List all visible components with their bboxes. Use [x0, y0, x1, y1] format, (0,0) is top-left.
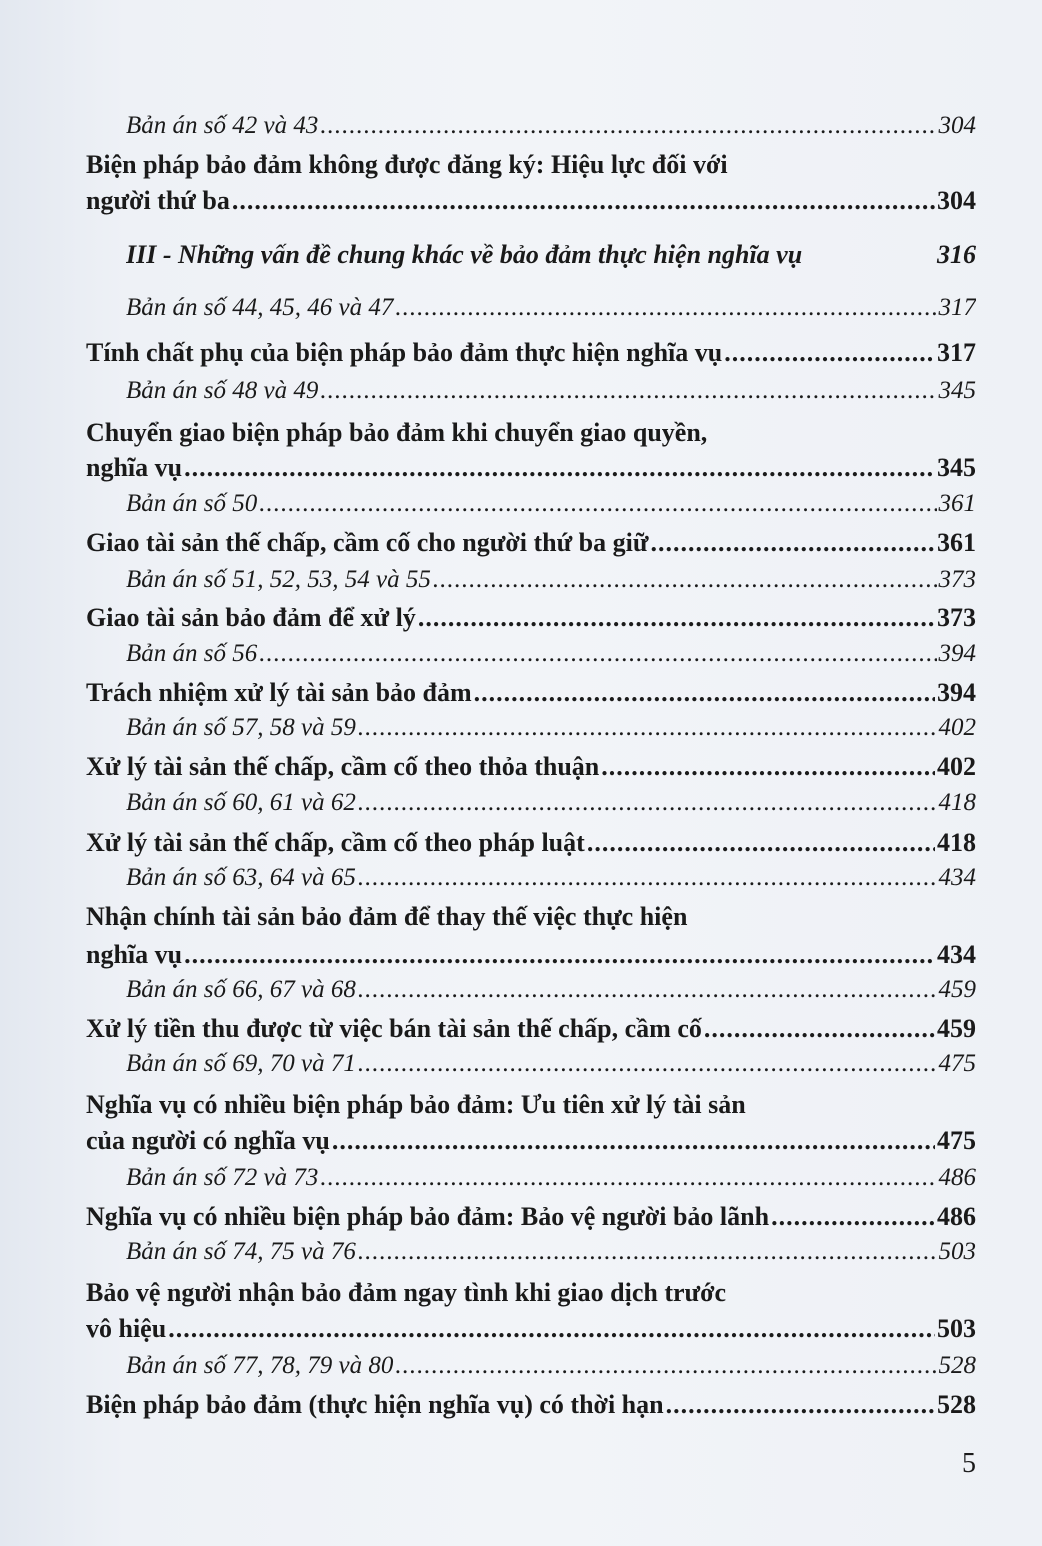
toc-entry: Bản án số 69, 70 và 71 ..... 475 [126, 1050, 976, 1078]
toc-entry: Xử lý tài sản thế chấp, cầm cố theo pháp luật ..... 418 [86, 828, 976, 858]
toc-entry: Tính chất phụ của biện pháp bảo đảm thực hiện nghĩa vụ ..... 317 [86, 338, 976, 368]
toc-entry: Giao tài sản thế chấp, cầm cố cho người thứ ba giữ ..... 361 [86, 528, 976, 558]
page-number: 5 [962, 1448, 976, 1479]
toc-entry: vô hiệu ..... 503 [86, 1314, 976, 1344]
toc-entry: người thứ ba ..... 304 [86, 186, 976, 216]
toc-entry: Bản án số 50 ..... 361 [126, 490, 976, 518]
toc-entry-line1: Biện pháp bảo đảm không được đăng ký: Hiệu lực đối với [86, 150, 728, 179]
toc-entry: của người có nghĩa vụ ..... 475 [86, 1126, 976, 1156]
toc-entry: Bản án số 42 và 43 ..... 304 [126, 112, 976, 140]
toc-entry: Bản án số 72 và 73 ..... 486 [126, 1164, 976, 1192]
toc-entry: Bản án số 74, 75 và 76 ..... 503 [126, 1238, 976, 1266]
toc-entry: Bản án số 77, 78, 79 và 80 ..... 528 [126, 1352, 976, 1380]
toc-entry: Biện pháp bảo đảm (thực hiện nghĩa vụ) có thời hạn ..... 528 [86, 1390, 976, 1420]
toc-entry: Xử lý tiền thu được từ việc bán tài sản thế chấp, cầm cố ..... 459 [86, 1014, 976, 1044]
toc-entry: nghĩa vụ ..... 434 [86, 940, 976, 970]
toc-entry-line1: Nghĩa vụ có nhiều biện pháp bảo đảm: Ưu tiên xử lý tài sản [86, 1090, 746, 1119]
toc-entry: Bản án số 56 ..... 394 [126, 640, 976, 668]
toc-entry-line1: Nhận chính tài sản bảo đảm để thay thế việc thực hiện [86, 902, 688, 931]
toc-entry: Xử lý tài sản thế chấp, cầm cố theo thỏa thuận ..... 402 [86, 752, 976, 782]
toc-entry: Bản án số 48 và 49 ..... 345 [126, 377, 976, 405]
toc-section-heading: III - Những vấn đề chung khác về bảo đảm thực hiện nghĩa vụ 316 [126, 240, 976, 269]
toc-entry: Bản án số 60, 61 và 62 ..... 418 [126, 789, 976, 817]
toc-entry: Nghĩa vụ có nhiều biện pháp bảo đảm: Bảo vệ người bảo lãnh ..... 486 [86, 1202, 976, 1232]
toc-entry-line1: Chuyển giao biện pháp bảo đảm khi chuyển giao quyền, [86, 418, 708, 447]
toc-entry: Bản án số 51, 52, 53, 54 và 55 ..... 373 [126, 566, 976, 594]
toc-entry: Bản án số 63, 64 và 65 ..... 434 [126, 864, 976, 892]
toc-entry: Bản án số 66, 67 và 68 ..... 459 [126, 976, 976, 1004]
toc-entry: Bản án số 57, 58 và 59 ..... 402 [126, 714, 976, 742]
toc-entry-line1: Bảo vệ người nhận bảo đảm ngay tình khi giao dịch trước [86, 1278, 727, 1307]
toc-entry: nghĩa vụ ..... 345 [86, 453, 976, 483]
toc-entry: Giao tài sản bảo đảm để xử lý ..... 373 [86, 603, 976, 633]
toc-entry: Trách nhiệm xử lý tài sản bảo đảm ..... 394 [86, 678, 976, 708]
toc-entry: Bản án số 44, 45, 46 và 47 ..... 317 [126, 294, 976, 322]
